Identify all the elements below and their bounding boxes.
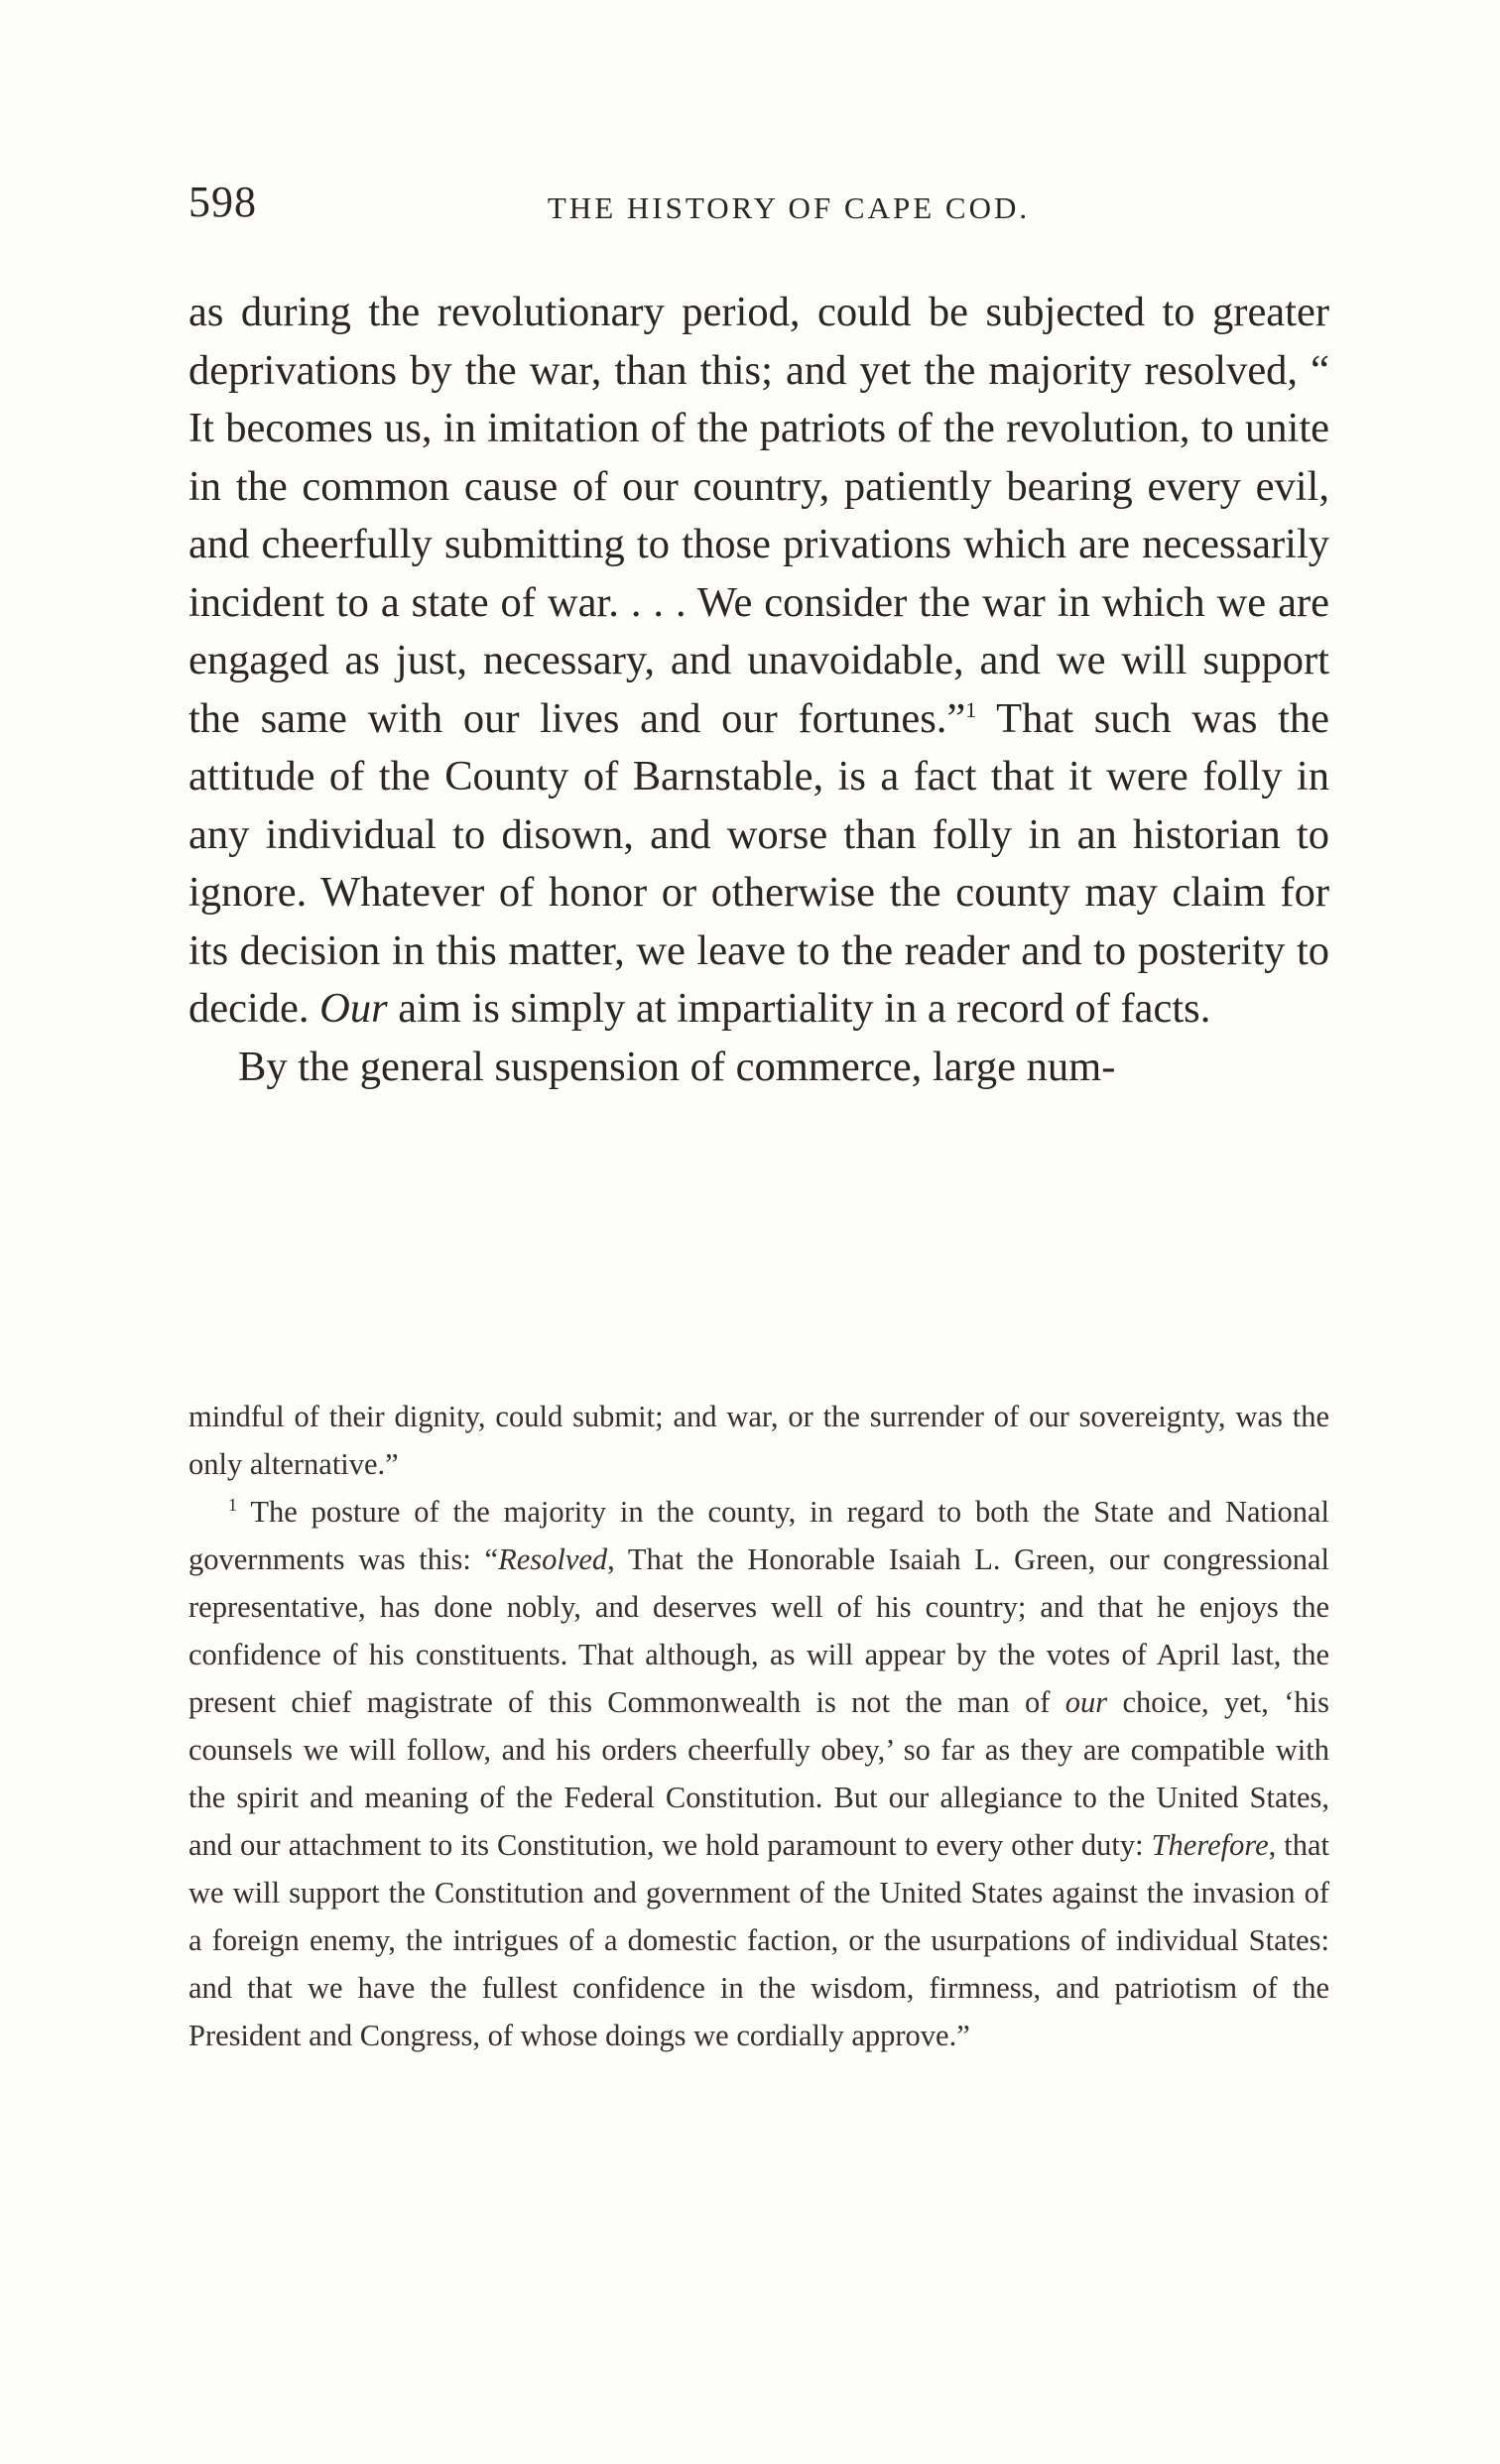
footnotes — [188, 1393, 1329, 2059]
footnote-1-italic-our: our — [1064, 1685, 1108, 1719]
main-text — [188, 284, 1329, 1096]
footnote-1-text-b: , That the Honorable Isaiah L. Green, our congressional representative, has done nobly, and deserves well of his country; and that he enjoys the confidence of his constituents. That although, as will appear by the votes of April last, the present chief magistrate of this Commonwealth is not the man of — [188, 1542, 1329, 1719]
paragraph-2: By the general suspension of commerce, large num- — [238, 1043, 1116, 1090]
footnote-1-marker: 1 — [228, 1494, 237, 1515]
page-number: 598 — [188, 178, 257, 226]
running-title: THE HISTORY OF CAPE COD. — [547, 190, 1031, 225]
footnote-1-text-d: , that we will support the Constitution and government of the United States against the invasion of a foreign enemy, the intrigues of a domestic faction, or the usurpations of individual States: and that we have the fullest confidence in the wisdom, firmness, and patriotism of the President and Congress, of whose doings we cordially approve.” — [188, 1828, 1329, 2052]
footnote-1-text-a: The posture of the majority in the county, in regard to both the State and National governments was this: “ — [188, 1495, 1329, 1576]
paragraph-1-italic-our: Our — [319, 985, 388, 1032]
paragraph-1-text-c: aim is simply at impartiality in a record of facts. — [387, 985, 1211, 1032]
footnote-1 — [188, 1488, 1329, 2059]
page-header — [188, 177, 1329, 246]
footnote-1-italic-resolved: Resolved — [498, 1542, 608, 1576]
footnote-reference-1: 1 — [965, 696, 977, 722]
paragraph-1-text-b: That such was the attitude of the County of Barnstable, is a fact that it were folly in any individual to disown, and worse than folly in an historian to ignore. Whatever of honor or otherwise the county may claim for its decision in this matter, we leave to the reader and to posterity to decide. — [188, 694, 1329, 1032]
paragraph-1-text-a: as during the revolutionary period, could be subjected to greater deprivations by the war, than this; and yet the majority resolved, “ It becomes us, in imitation of the patriots of the revolution, to unite in the common cause of our country, patiently bearing every evil, and cheerfully submitting to those privations which are necessarily incident to a state of war. . . . We consider the war in which we are engaged as just, necessary, and unavoidable, and we will support the same with our lives and our fortunes.” — [188, 289, 1329, 742]
paragraph-1 — [188, 284, 1329, 1039]
footnote-continuation: mindful of their dignity, could submit; and war, or the surrender of our sovereignty, was the only alternative.” — [188, 1400, 1329, 1481]
footnote-1-text-c: choice, yet, ‘his counsels we will follow, and his orders cheerfully obey,’ so far as they are compatible with the spirit and meaning of the Federal Constitution. But our allegiance to the United States, and our attachment to its Constitution, we hold paramount to every other duty: — [188, 1685, 1329, 1862]
footnote-1-italic-therefore: Therefore — [1151, 1828, 1269, 1862]
